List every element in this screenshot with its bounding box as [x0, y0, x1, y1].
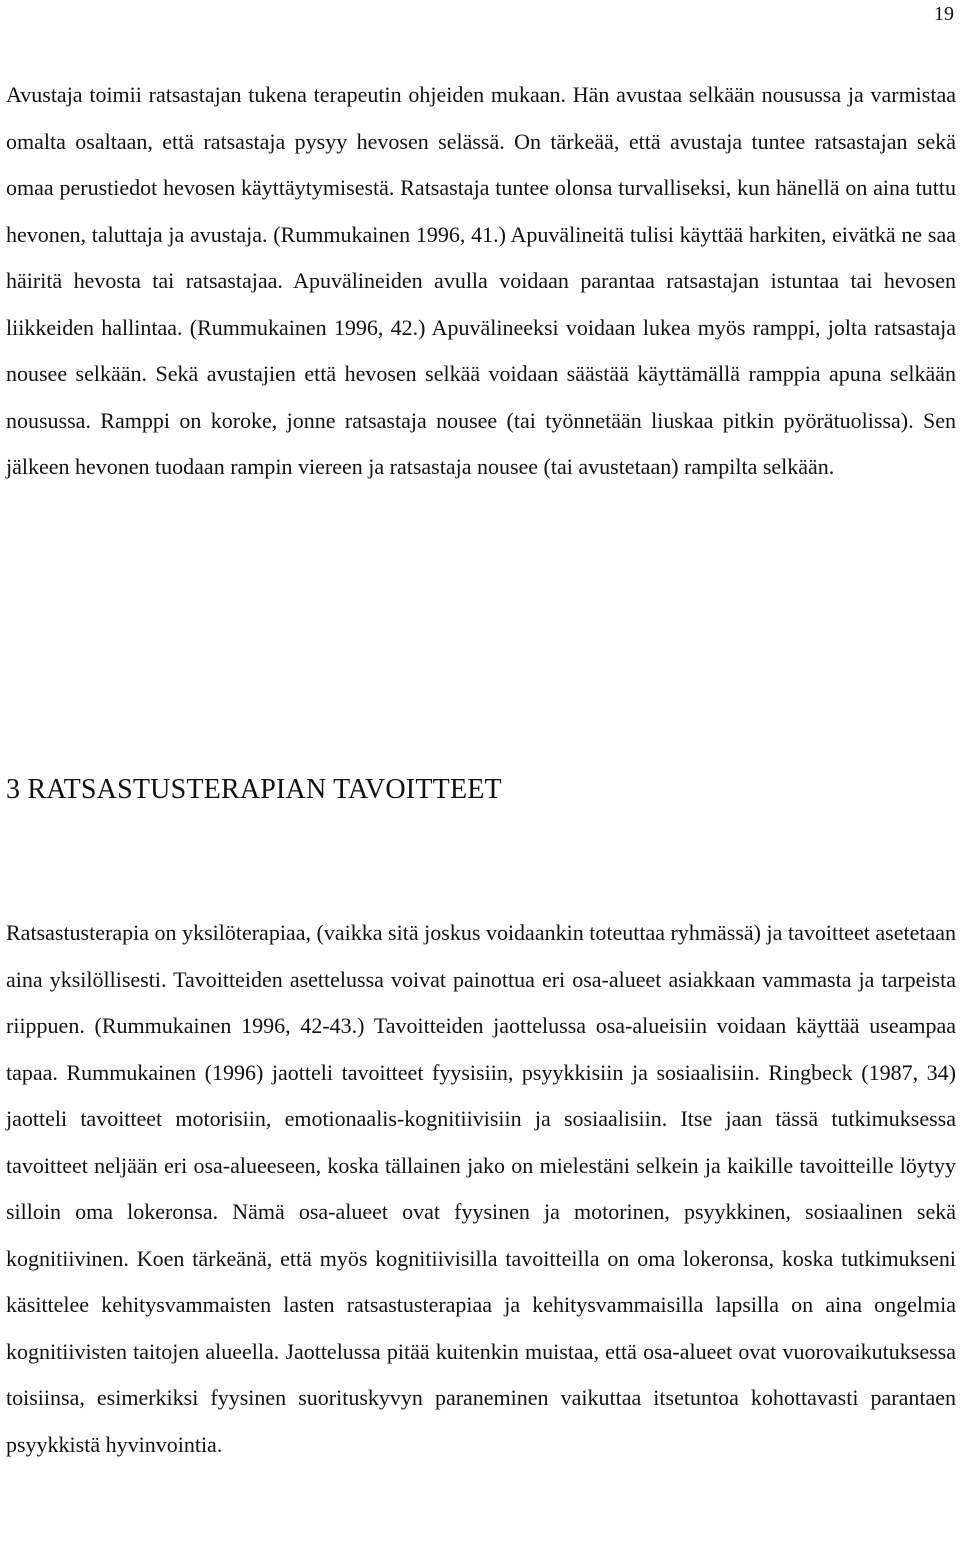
paragraph-therapy-goals: Ratsastusterapia on yksilöterapiaa, (vaikka sitä joskus voidaankin toteuttaa ryhmässä) ja tavoitteet asetetaan aina yksilöllisesti. Tavoitteiden asettelussa voivat painottua eri osa-alueet asiakkaan vammasta ja tarpeista riippuen. (Rummukainen 1996, 42-43.) Tavoitteiden jaottelussa osa-alueisiin voidaan käyttää useampaa tapaa. Rummukainen (1996) jaotteli tavoitteet fyysisiin, psyykkisiin ja sosiaalisiin. Ringbeck (1987, 34) jaotteli tavoitteet motorisiin, emotionaalis-kognitiivisiin ja sosiaalisiin. Itse jaan tässä tutkimuksessa tavoitteet neljään eri osa-alueeseen, koska tällainen jako on mielestäni selkein ja kaikille tavoitteille löytyy silloin oma lokeronsa. Nämä osa-alueet ovat fyysinen ja motorinen, psyykkinen, sosiaalinen sekä kognitiivinen. Koen tärkeänä, että myös kognitiivisilla tavoitteilla on oma lokeronsa, koska tutkimukseni käsittelee kehitysvammaisten lasten ratsastusterapiaa ja kehitysvammaisilla lapsilla on aina ongelmia kognitiivisten taitojen alueella. Jaottelussa pitää kuitenkin muistaa, että osa-alueet ovat vuorovaikutuksessa toisiinsa, esimerkiksi fyysinen suorituskyvyn paraneminen vaikuttaa itsetuntoa kohottavasti parantaen psyykkistä hyvinvointia.: [6, 920, 956, 1457]
paragraph-assistant-role: Avustaja toimii ratsastajan tukena terapeutin ohjeiden mukaan. Hän avustaa selkään nousussa ja varmistaa omalta osaltaan, että ratsastaja pysyy hevosen selässä. On tärkeää, että avustaja tuntee ratsastajan sekä omaa perustiedot hevosen käyttäytymisestä. Ratsastaja tuntee olonsa turvalliseksi, kun hänellä on aina tuttu hevonen, taluttaja ja avustaja. (Rummukainen 1996, 41.) Apuvälineitä tulisi käyttää harkiten, eivätkä ne saa häiritä hevosta tai ratsastajaa. Apuvälineiden avulla voidaan parantaa ratsastajan istuntaa tai hevosen liikkeiden hallintaa. (Rummukainen 1996, 42.) Apuvälineeksi voidaan lukea myös ramppi, jolta ratsastaja nousee selkään. Sekä avustajien että hevosen selkää voidaan säästää käyttämällä ramppia apuna selkään nousussa. Ramppi on koroke, jonne ratsastaja nousee (tai työnnetään liuskaa pitkin pyörätuolissa). Sen jälkeen hevonen tuodaan rampin viereen ja ratsastaja nousee (tai avustetaan) rampilta selkään.: [6, 82, 956, 479]
page-number: 19: [934, 3, 954, 25]
section-heading: 3 RATSASTUSTERAPIAN TAVOITTEET: [6, 774, 502, 805]
